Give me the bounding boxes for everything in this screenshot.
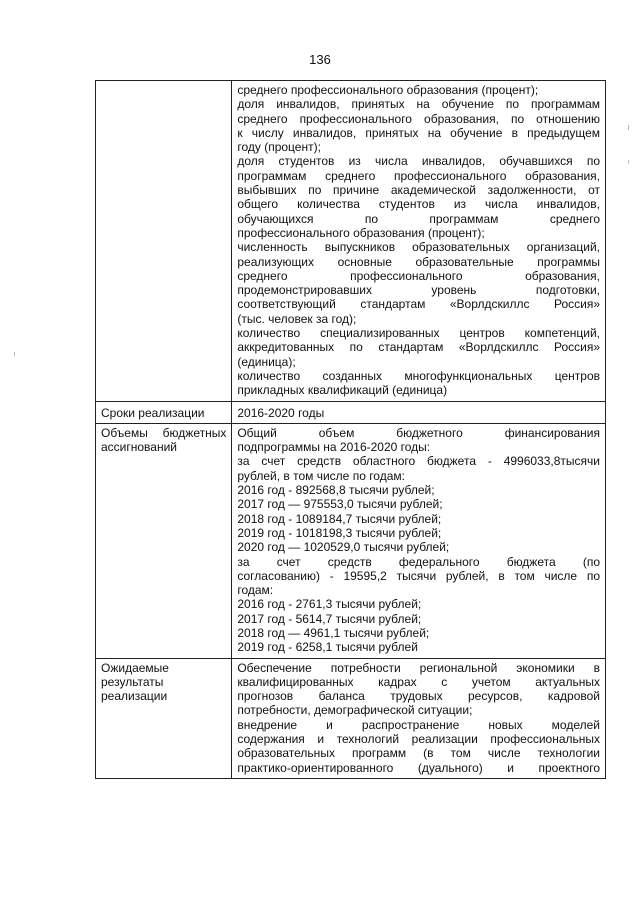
- text-line: доля студентов из числа инвалидов, обучавшихся по: [237, 154, 600, 169]
- label-line: Сроки реализации: [101, 405, 205, 420]
- text-line: аккредитованных по стандартам «Ворлдскиллс Россия»: [237, 340, 600, 355]
- text-line: программам среднего профессионального образования,: [237, 168, 600, 183]
- text-line: соответствующий стандартам «Ворлдскиллс Россия»: [237, 297, 600, 312]
- text-line: обучающихся по программам среднего: [237, 211, 600, 226]
- text-line: 2016 год - 2761,3 тысячи рублей;: [237, 597, 422, 612]
- text-line: Общий объем бюджетного финансирования: [237, 425, 600, 440]
- passport-table: [95, 80, 606, 779]
- scan-mark: [628, 160, 629, 164]
- text-line: 2016-2020 годы: [237, 405, 325, 420]
- text-line: подпрограммы на 2016-2020 годы:: [237, 440, 431, 455]
- text-line: 2020 год — 1020529,0 тысячи рублей;: [237, 540, 450, 555]
- text-line: численность выпускников образовательных организаций,: [237, 240, 600, 255]
- text-line: продемонстрировавших уровень подготовки,: [237, 283, 600, 298]
- text-line: согласованию) - 19595,2 тысячи рублей, в том числе по: [237, 568, 600, 583]
- text-line: потребности, демографической ситуации;: [237, 703, 473, 718]
- text-line: профессионального образования (процент);: [237, 225, 485, 240]
- text-line: внедрение и распространение новых моделей: [237, 717, 600, 732]
- text-line: за счет средств областного бюджета - 4996033,8тысячи: [237, 454, 600, 469]
- label-cell: [96, 423, 232, 658]
- value-cell: [232, 658, 606, 778]
- text-line: среднего профессионального образования, по отношению: [237, 111, 600, 126]
- text-line: (тыс. человек за год);: [237, 311, 357, 326]
- table-row-terms: [96, 401, 606, 423]
- label-line: результаты: [101, 674, 164, 689]
- text-line: общего количества студентов из числа инвалидов,: [237, 197, 600, 212]
- text-line: среднего профессионального образования,: [237, 268, 600, 283]
- text-line: прогнозов баланса трудовых ресурсов, кадровой: [237, 689, 600, 704]
- table-row-indicators: [96, 81, 606, 402]
- text-line: 2017 год — 975553,0 тысячи рублей;: [237, 497, 443, 512]
- text-line: 2017 год - 5614,7 тысячи рублей;: [237, 611, 422, 626]
- text-line: 2019 год - 6258,1 тысячи рублей: [237, 640, 418, 655]
- text-line: практико-ориентированного (дуального) и проектного: [237, 760, 600, 775]
- label-line: реализации: [101, 689, 168, 704]
- label-line: Ожидаемые: [101, 660, 169, 675]
- label-cell: [96, 401, 232, 423]
- text-line: содержания и технологий реализации профессиональных: [237, 732, 600, 747]
- text-line: Обеспечение потребности региональной экономики в: [237, 660, 600, 675]
- value-cell: [232, 423, 606, 658]
- text-line: количество специализированных центров компетенций,: [237, 326, 600, 341]
- label-line: ассигнований: [101, 440, 178, 455]
- text-line: 2019 год - 1018198,3 тысячи рублей;: [237, 525, 442, 540]
- text-line: году (процент);: [237, 140, 321, 155]
- text-line: квалифицированных кадрах с учетом актуальных: [237, 674, 600, 689]
- value-cell: [232, 81, 606, 402]
- table-row-expected-results: [96, 658, 606, 778]
- value-cell: [232, 401, 606, 423]
- text-line: годам:: [237, 583, 274, 598]
- text-line: образовательных программ (в том числе технологии: [237, 746, 600, 761]
- text-line: 2018 год - 1089184,7 тысячи рублей;: [237, 511, 442, 526]
- text-line: реализующих основные образовательные программы: [237, 254, 600, 269]
- text-line: (единица);: [237, 354, 296, 369]
- label-cell: [96, 658, 232, 778]
- page-number: 136: [309, 52, 331, 67]
- text-line: 2018 год — 4961,1 тысячи рублей;: [237, 625, 430, 640]
- text-line: за счет средств федерального бюджета (по: [237, 554, 600, 569]
- text-line: количество созданных многофункциональных центров: [237, 368, 600, 383]
- label-line: Объемы бюджетных: [101, 425, 227, 440]
- text-line: к числу инвалидов, принятых на обучение в предыдущем: [237, 125, 600, 140]
- text-line: рублей, в том числе по годам:: [237, 468, 405, 483]
- scan-mark: [14, 352, 15, 356]
- text-line: доля инвалидов, принятых на обучение по программам: [237, 97, 600, 112]
- text-line: среднего профессионального образования (процент);: [237, 83, 539, 97]
- text-line: 2016 год - 892568,8 тысячи рублей;: [237, 483, 435, 498]
- text-line: прикладных квалификаций (единица): [237, 383, 448, 398]
- text-line: выбывших по причине академической задолженности, от: [237, 183, 600, 198]
- table-row-budget: [96, 423, 606, 658]
- scan-mark: [628, 125, 629, 130]
- label-cell: [96, 81, 232, 402]
